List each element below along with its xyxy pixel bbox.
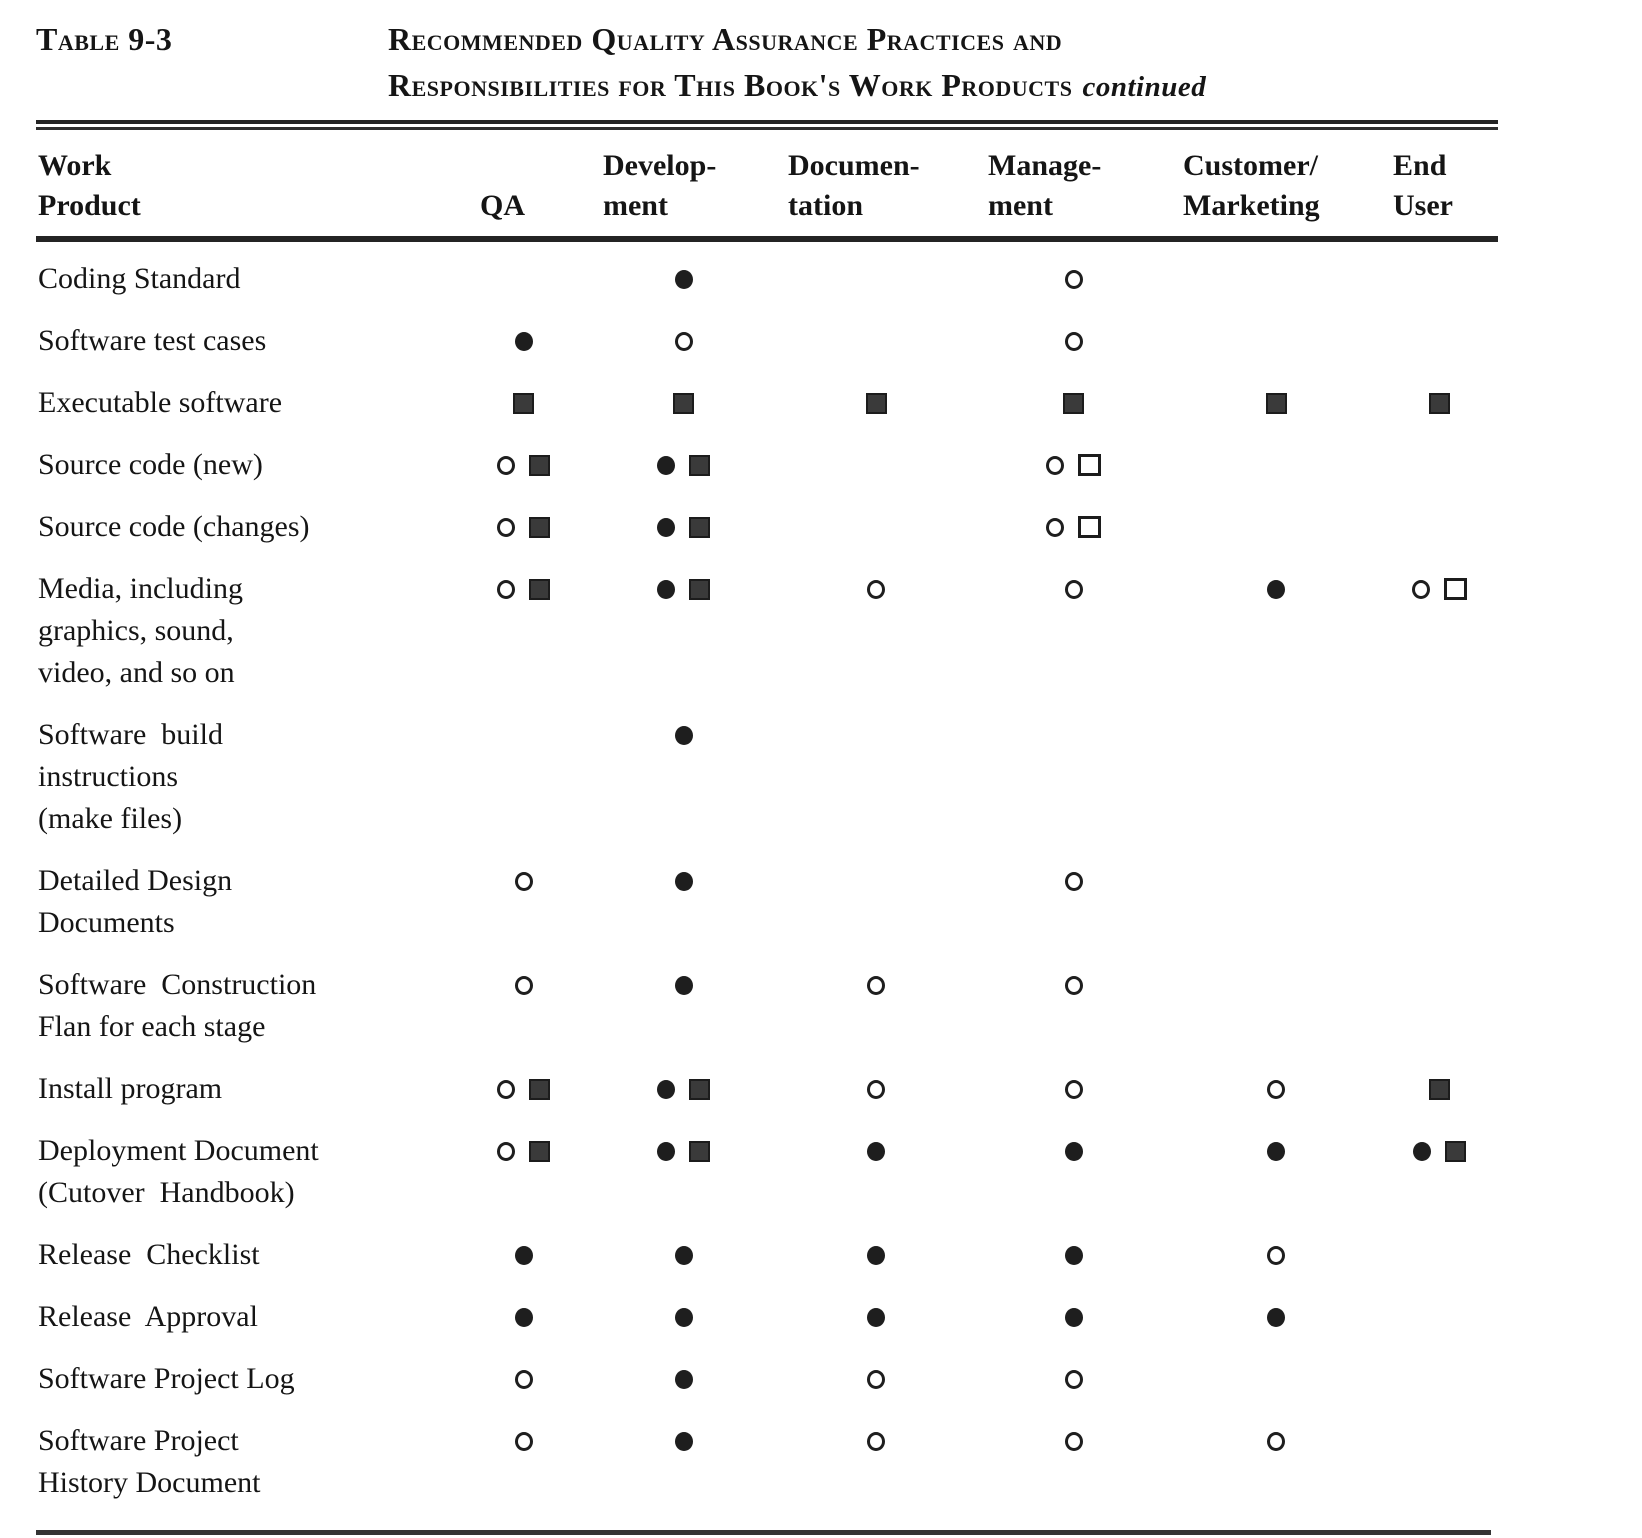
cell-development <box>591 1296 776 1338</box>
open-circle-icon <box>1065 976 1083 995</box>
cell-development <box>591 1130 776 1172</box>
cell-development <box>591 258 776 300</box>
cell-end-user <box>1381 1234 1498 1276</box>
cell-management <box>976 1358 1171 1400</box>
bottom-rule <box>36 1530 1491 1535</box>
filled-circle-icon <box>1267 1142 1285 1161</box>
row-label: Media, including graphics, sound, video, and so on <box>38 572 243 689</box>
cell-customer-marketing <box>1171 860 1381 902</box>
column-header-work-product: Work Product <box>38 149 141 222</box>
table-title-line2-wrap <box>388 62 1206 110</box>
cell-qa <box>456 1296 591 1338</box>
filled-square-icon <box>689 1079 710 1100</box>
filled-square-icon <box>689 579 710 600</box>
cell-qa <box>456 1068 591 1110</box>
cell-management <box>976 258 1171 300</box>
open-circle-icon <box>1065 1432 1083 1451</box>
open-square-icon <box>1078 454 1101 476</box>
filled-circle-icon <box>867 1142 885 1161</box>
cell-management <box>976 382 1171 424</box>
filled-circle-icon <box>675 270 693 289</box>
open-circle-icon <box>515 1432 533 1451</box>
cell-development <box>591 1358 776 1400</box>
cell-qa <box>456 964 591 1006</box>
table-row <box>36 320 1498 362</box>
cell-development <box>591 444 776 486</box>
table-row <box>36 1358 1498 1400</box>
table-row <box>36 1130 1498 1214</box>
open-circle-icon <box>867 1080 885 1099</box>
cell-documentation <box>776 714 976 756</box>
cell-customer-marketing <box>1171 1358 1381 1400</box>
cell-documentation <box>776 320 976 362</box>
cell-customer-marketing <box>1171 1296 1381 1338</box>
cell-end-user <box>1381 964 1498 1006</box>
table-title-line2: Responsibilities for This Book's Work Products <box>388 67 1073 103</box>
open-circle-icon <box>515 1370 533 1389</box>
column-header-end-user: End User <box>1393 149 1453 222</box>
row-label: Source code (new) <box>38 448 263 481</box>
cell-qa <box>456 1420 591 1462</box>
filled-circle-icon <box>515 1246 533 1265</box>
open-circle-icon <box>497 580 515 599</box>
table-row <box>36 506 1498 548</box>
cell-customer-marketing <box>1171 714 1381 756</box>
table-row <box>36 1068 1498 1110</box>
filled-square-icon <box>673 393 694 414</box>
cell-development <box>591 860 776 902</box>
row-label: Software Construction Flan for each stage <box>38 968 317 1043</box>
cell-customer-marketing <box>1171 1068 1381 1110</box>
row-label: Install program <box>38 1072 223 1105</box>
open-circle-icon <box>1065 1080 1083 1099</box>
filled-square-icon <box>529 1141 550 1162</box>
cell-documentation <box>776 1420 976 1462</box>
filled-square-icon <box>689 455 710 476</box>
filled-square-icon <box>689 1141 710 1162</box>
cell-management <box>976 1068 1171 1110</box>
cell-qa <box>456 1234 591 1276</box>
cell-end-user <box>1381 382 1498 424</box>
cell-end-user <box>1381 1130 1498 1172</box>
open-circle-icon <box>867 1370 885 1389</box>
top-double-rule <box>36 120 1498 130</box>
table-row <box>36 1234 1498 1276</box>
filled-square-icon <box>1429 393 1450 414</box>
cell-customer-marketing <box>1171 506 1381 548</box>
open-circle-icon <box>1412 580 1430 599</box>
cell-development <box>591 382 776 424</box>
cell-documentation <box>776 964 976 1006</box>
cell-customer-marketing <box>1171 1234 1381 1276</box>
row-label: Executable software <box>38 386 283 419</box>
cell-end-user <box>1381 1068 1498 1110</box>
cell-documentation <box>776 1130 976 1172</box>
open-circle-icon <box>1046 456 1064 475</box>
open-circle-icon <box>867 976 885 995</box>
open-circle-icon <box>497 518 515 537</box>
filled-circle-icon <box>657 580 675 599</box>
cell-end-user <box>1381 860 1498 902</box>
column-header-management: Manage- ment <box>988 149 1102 222</box>
open-circle-icon <box>1267 1432 1285 1451</box>
cell-documentation <box>776 444 976 486</box>
cell-documentation <box>776 382 976 424</box>
cell-customer-marketing <box>1171 964 1381 1006</box>
filled-square-icon <box>866 393 887 414</box>
cell-documentation <box>776 1358 976 1400</box>
cell-management <box>976 1420 1171 1462</box>
cell-end-user <box>1381 1296 1498 1338</box>
cell-customer-marketing <box>1171 568 1381 610</box>
filled-circle-icon <box>675 1432 693 1451</box>
column-header-customer-marketing: Customer/ Marketing <box>1183 149 1320 222</box>
cell-customer-marketing <box>1171 258 1381 300</box>
open-circle-icon <box>497 1142 515 1161</box>
filled-circle-icon <box>1413 1142 1431 1161</box>
column-header-documentation: Documen- tation <box>788 149 920 222</box>
filled-circle-icon <box>657 1080 675 1099</box>
row-label: Software Project History Document <box>38 1424 261 1499</box>
cell-development <box>591 568 776 610</box>
row-label: Release Approval <box>38 1300 258 1333</box>
column-header-development: Develop- ment <box>603 149 717 222</box>
filled-circle-icon <box>675 1246 693 1265</box>
table-row <box>36 1296 1498 1338</box>
table-header-row <box>36 130 1498 236</box>
cell-management <box>976 1234 1171 1276</box>
cell-documentation <box>776 1234 976 1276</box>
open-circle-icon <box>1065 1370 1083 1389</box>
cell-qa <box>456 320 591 362</box>
cell-qa <box>456 1358 591 1400</box>
filled-square-icon <box>529 1079 550 1100</box>
filled-circle-icon <box>675 1308 693 1327</box>
cell-end-user <box>1381 506 1498 548</box>
cell-qa <box>456 1130 591 1172</box>
filled-circle-icon <box>675 976 693 995</box>
cell-management <box>976 1130 1171 1172</box>
cell-end-user <box>1381 320 1498 362</box>
open-circle-icon <box>515 976 533 995</box>
cell-management <box>976 506 1171 548</box>
row-label: Software build instructions (make files) <box>38 718 223 835</box>
open-circle-icon <box>1267 1080 1285 1099</box>
filled-square-icon <box>529 455 550 476</box>
filled-circle-icon <box>1065 1246 1083 1265</box>
filled-circle-icon <box>867 1246 885 1265</box>
cell-qa <box>456 714 591 756</box>
table-row <box>36 444 1498 486</box>
table-row <box>36 860 1498 944</box>
cell-qa <box>456 860 591 902</box>
row-label: Coding Standard <box>38 262 241 295</box>
cell-documentation <box>776 860 976 902</box>
table-body <box>36 242 1498 1504</box>
filled-square-icon <box>1266 393 1287 414</box>
cell-documentation <box>776 1296 976 1338</box>
open-circle-icon <box>497 1080 515 1099</box>
cell-development <box>591 714 776 756</box>
cell-qa <box>456 258 591 300</box>
cell-development <box>591 1068 776 1110</box>
table-row <box>36 258 1498 300</box>
cell-documentation <box>776 258 976 300</box>
cell-management <box>976 568 1171 610</box>
open-circle-icon <box>1065 332 1083 351</box>
cell-customer-marketing <box>1171 444 1381 486</box>
table-title-line1: Recommended Quality Assurance Practices and <box>388 21 1063 57</box>
cell-end-user <box>1381 1420 1498 1462</box>
filled-circle-icon <box>515 332 533 351</box>
open-circle-icon <box>867 1432 885 1451</box>
filled-square-icon <box>1445 1141 1466 1162</box>
column-header-qa: QA <box>480 189 525 222</box>
filled-square-icon <box>529 517 550 538</box>
filled-circle-icon <box>657 1142 675 1161</box>
row-label: Deployment Document (Cutover Handbook) <box>38 1134 319 1209</box>
cell-end-user <box>1381 1358 1498 1400</box>
table-row <box>36 568 1498 694</box>
filled-circle-icon <box>675 872 693 891</box>
table-label: Table 9-3 <box>36 21 173 57</box>
filled-square-icon <box>513 393 534 414</box>
cell-qa <box>456 444 591 486</box>
cell-end-user <box>1381 714 1498 756</box>
cell-qa <box>456 568 591 610</box>
cell-customer-marketing <box>1171 1130 1381 1172</box>
table-row <box>36 964 1498 1048</box>
filled-circle-icon <box>1065 1308 1083 1327</box>
open-square-icon <box>1078 516 1101 538</box>
filled-circle-icon <box>675 726 693 745</box>
open-circle-icon <box>1046 518 1064 537</box>
cell-customer-marketing <box>1171 1420 1381 1462</box>
filled-circle-icon <box>657 518 675 537</box>
filled-square-icon <box>689 517 710 538</box>
table-row <box>36 714 1498 840</box>
open-circle-icon <box>1267 1246 1285 1265</box>
cell-documentation <box>776 1068 976 1110</box>
table-caption <box>36 16 1498 110</box>
filled-circle-icon <box>1065 1142 1083 1161</box>
cell-management <box>976 964 1171 1006</box>
cell-development <box>591 1234 776 1276</box>
cell-documentation <box>776 568 976 610</box>
cell-management <box>976 714 1171 756</box>
filled-circle-icon <box>657 456 675 475</box>
row-label: Release Checklist <box>38 1238 260 1271</box>
cell-management <box>976 444 1171 486</box>
filled-square-icon <box>1063 393 1084 414</box>
open-circle-icon <box>675 332 693 351</box>
filled-circle-icon <box>675 1370 693 1389</box>
cell-development <box>591 506 776 548</box>
table-row <box>36 1420 1498 1504</box>
filled-circle-icon <box>515 1308 533 1327</box>
filled-square-icon <box>529 579 550 600</box>
cell-management <box>976 320 1171 362</box>
table-title-continued: continued <box>1082 71 1207 103</box>
row-label: Source code (changes) <box>38 510 310 543</box>
open-square-icon <box>1444 578 1467 600</box>
table-title <box>388 16 1206 110</box>
open-circle-icon <box>1065 872 1083 891</box>
row-label: Software test cases <box>38 324 267 357</box>
filled-circle-icon <box>1267 580 1285 599</box>
filled-circle-icon <box>1267 1308 1285 1327</box>
cell-development <box>591 964 776 1006</box>
cell-end-user <box>1381 258 1498 300</box>
cell-documentation <box>776 506 976 548</box>
cell-development <box>591 320 776 362</box>
open-circle-icon <box>1065 580 1083 599</box>
cell-management <box>976 860 1171 902</box>
open-circle-icon <box>867 580 885 599</box>
table-row <box>36 382 1498 424</box>
cell-end-user <box>1381 568 1498 610</box>
row-label: Detailed Design Documents <box>38 864 233 939</box>
cell-customer-marketing <box>1171 320 1381 362</box>
filled-circle-icon <box>867 1308 885 1327</box>
cell-development <box>591 1420 776 1462</box>
cell-qa <box>456 382 591 424</box>
cell-qa <box>456 506 591 548</box>
open-circle-icon <box>497 456 515 475</box>
filled-square-icon <box>1429 1079 1450 1100</box>
cell-end-user <box>1381 444 1498 486</box>
row-label: Software Project Log <box>38 1362 295 1395</box>
cell-customer-marketing <box>1171 382 1381 424</box>
open-circle-icon <box>515 872 533 891</box>
open-circle-icon <box>1065 270 1083 289</box>
cell-management <box>976 1296 1171 1338</box>
